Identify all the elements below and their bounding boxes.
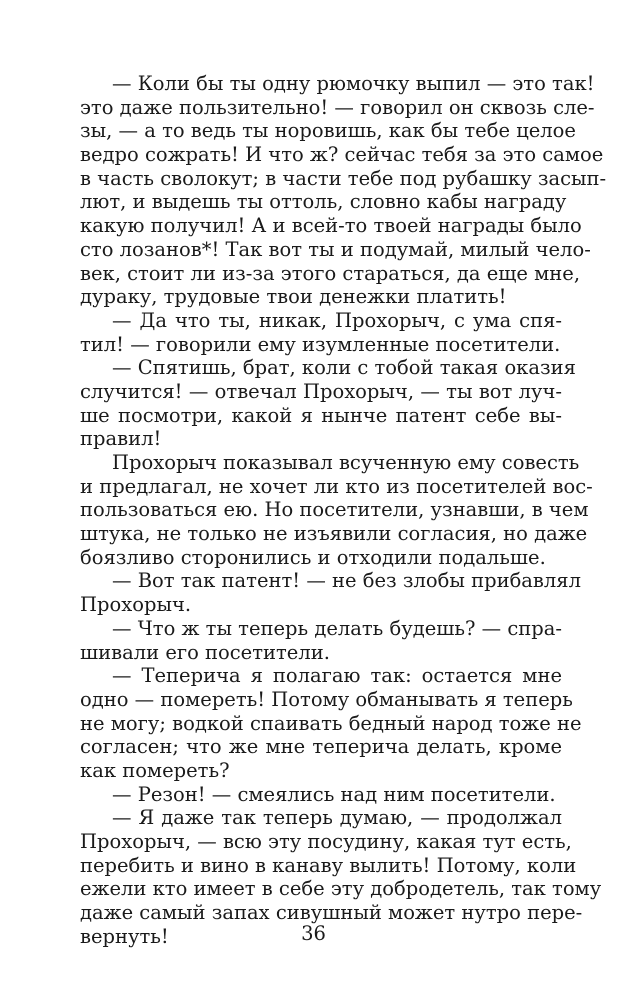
paragraph — [80, 783, 562, 807]
text-line: шивали его посетители. — [80, 640, 330, 664]
text-line: — Коли бы ты одну рюмочку выпил — это так! — [112, 72, 595, 95]
text-line: — Я даже так теперь думаю, — продолжал — [112, 806, 562, 830]
text-line: сто лозанов*! Так вот ты и подумай, милый чело- — [80, 237, 591, 261]
text-line: Прохорыч, — всю эту посудину, какая тут есть, — [80, 830, 572, 853]
text-line: даже самый запах сивушный может нутро пере- — [80, 901, 583, 925]
text-line: перебить и вино в канаву вылить! Потому, коли — [80, 853, 577, 877]
text-line: дураку, трудовые твои денежки платить! — [80, 285, 507, 309]
paragraph — [80, 569, 581, 617]
text-line: Прохорыч. — [80, 593, 192, 617]
text-line: правил! — [80, 427, 162, 451]
page-body-text — [80, 72, 607, 948]
text-line: какую получил! А и всей-то твоей награды было — [80, 214, 582, 238]
paragraph — [80, 617, 562, 664]
text-line: вернуть! — [80, 924, 169, 948]
text-line: ведро сожрать! И что ж? сейчас тебя за это самое — [80, 143, 604, 167]
text-line: — Спятишь, брат, коли с тобой такая оказия — [112, 356, 576, 380]
paragraph — [80, 309, 562, 356]
text-line: и предлагал, не хочет ли кто из посетителей вос- — [80, 474, 593, 498]
text-line: — Теперича я полагаю так: остается мне — [112, 664, 562, 688]
text-line: — Что ж ты теперь делать будешь? — спра- — [112, 616, 562, 640]
text-line: боязливо сторонились и отходили подальше. — [80, 545, 546, 569]
text-line: это даже пользительно! — говорил он сквозь сле- — [80, 95, 595, 119]
text-line: зы, — а то ведь ты норовишь, как бы тебе целое — [80, 119, 576, 143]
text-line: в часть сволокут; в части тебе под рубашку засып- — [80, 166, 607, 190]
text-line: век, стоит ли из-за этого стараться, да еще мне, — [80, 261, 581, 285]
text-line: Прохорыч показывал всученную ему совесть — [112, 451, 580, 474]
text-line: согласен; что же мне теперича делать, кроме — [80, 735, 562, 759]
text-line: не могу; водкой спаивать бедный народ тоже не — [80, 711, 582, 735]
paragraph — [80, 451, 593, 569]
page-number: 36 — [301, 922, 326, 945]
text-line: — Резон! — смеялись над ним посетители. — [112, 782, 556, 806]
paragraph — [80, 664, 582, 782]
text-line: одно — помереть! Потому обманывать я теперь — [80, 687, 573, 711]
paragraph — [80, 72, 607, 309]
text-line: лют, и выдешь ты оттоль, словно кабы награду — [80, 190, 567, 214]
text-line: — Да что ты, никак, Прохорыч, с ума спя- — [112, 308, 562, 332]
text-line: как помереть? — [80, 758, 230, 782]
text-line: штука, не только не изъявили согласия, но даже — [80, 522, 588, 546]
text-line: ше посмотри, какой я нынче патент себе вы- — [80, 403, 562, 427]
text-line: — Вот так патент! — не без злобы прибавлял — [112, 569, 581, 593]
text-line: случится! — отвечал Прохорыч, — ты вот луч- — [80, 379, 562, 403]
text-line: пользоваться ею. Но посетители, узнавши, в чем — [80, 498, 589, 522]
paragraph — [80, 356, 576, 451]
text-line: ежели кто имеет в себе эту добродетель, так тому — [80, 877, 602, 901]
text-line: тил! — говорили ему изумленные посетители. — [80, 332, 561, 356]
